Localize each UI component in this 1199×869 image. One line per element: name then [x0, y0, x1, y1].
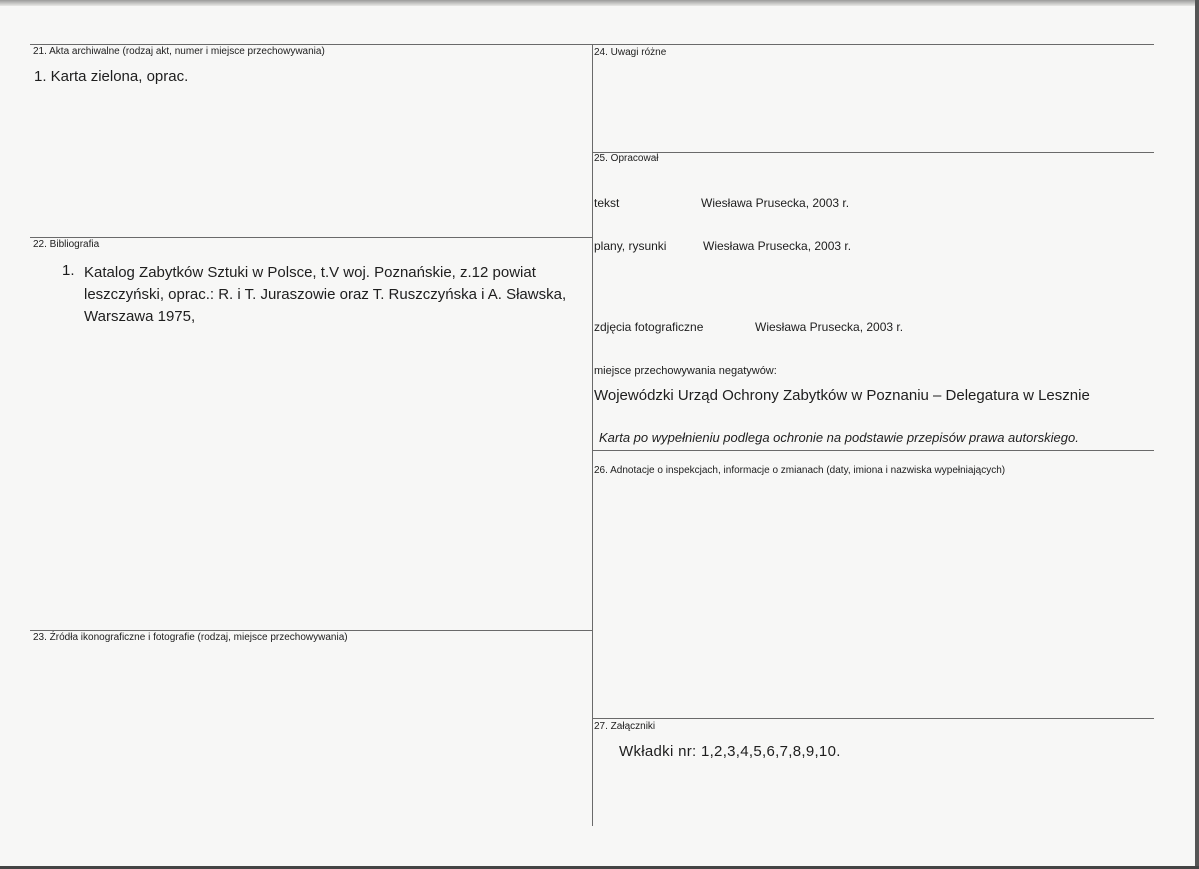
prepared-author-photos: Wiesława Prusecka, 2003 r. [755, 320, 904, 334]
section-26-label: 26. Adnotacje o inspekcjach, informacje o zmianach (daty, imiona i nazwiska wypełniających) [594, 465, 1006, 476]
column-divider [592, 44, 593, 826]
copyright-note: Karta po wypełnieniu podlega ochronie na podstawie przepisów prawa autorskiego. [599, 430, 1079, 445]
prepared-role-photos: zdjęcia fotograficzne [594, 320, 704, 334]
attachments-content: Wkładki nr: 1,2,3,4,5,6,7,8,9,10. [619, 743, 841, 760]
section-21-label: 21. Akta archiwalne (rodzaj akt, numer i miejsce przechowywania) [33, 46, 325, 57]
section-21-item: 1. Karta zielona, oprac. [34, 68, 189, 85]
rule-top-right [592, 44, 1154, 45]
scan-edge-top [0, 0, 1199, 6]
prepared-role-plans: plany, rysunki [594, 239, 667, 253]
scan-edge-right [1195, 0, 1199, 869]
prepared-role-text: tekst [594, 196, 620, 210]
section-27-label: 27. Załączniki [594, 721, 656, 732]
section-23-label: 23. Źródła ikonograficzne i fotografie (rodzaj, miejsce przechowywania) [33, 632, 348, 643]
rule-section-26 [592, 450, 1154, 451]
section-25-label: 25. Opracował [594, 153, 659, 164]
section-22-label: 22. Bibliografia [33, 239, 100, 250]
negatives-place: Wojewódzki Urząd Ochrony Zabytków w Poznaniu – Delegatura w Lesznie [594, 387, 1090, 404]
rule-section-25 [592, 152, 1154, 153]
section-24-label: 24. Uwagi różne [594, 47, 667, 58]
bibliography-item-number: 1. [62, 262, 75, 279]
negatives-label: miejsce przechowywania negatywów: [594, 365, 777, 377]
rule-section-22 [30, 237, 592, 238]
rule-section-23 [30, 630, 592, 631]
prepared-author-text: Wiesława Prusecka, 2003 r. [701, 196, 850, 210]
rule-section-27 [592, 718, 1154, 719]
rule-top-left [30, 44, 592, 45]
prepared-author-plans: Wiesława Prusecka, 2003 r. [703, 239, 852, 253]
bibliography-item-text: Katalog Zabytków Sztuki w Polsce, t.V woj. Poznańskie, z.12 powiat leszczyński, oprac.: R. i T. Juraszowie oraz T. Ruszczyńska i A. Sławska, Warszawa 1975, [84, 264, 567, 325]
